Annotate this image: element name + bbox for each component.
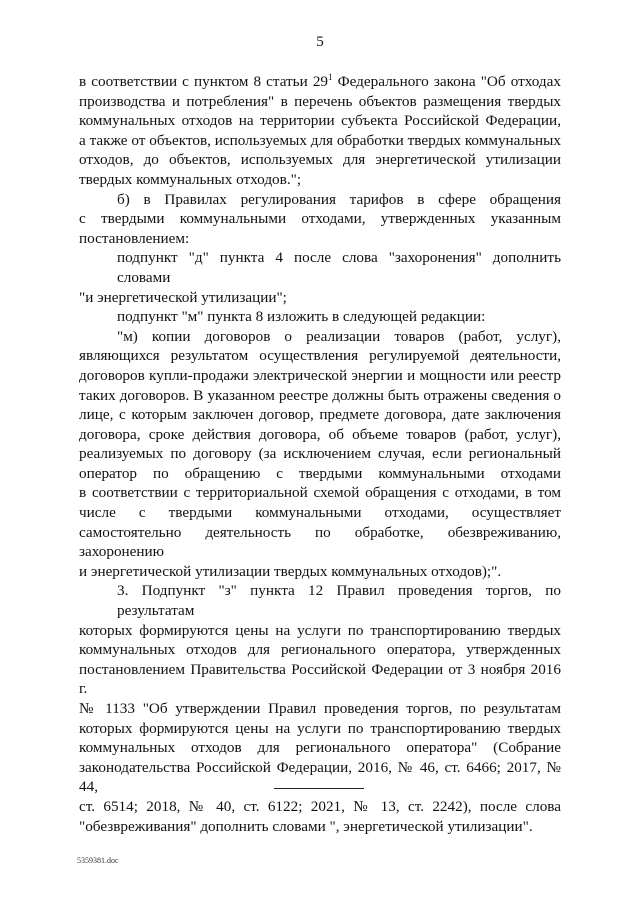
superscript: 1 (328, 71, 333, 82)
text-line: подпункт "д" пункта 4 после слова "захоронения" дополнить словами (117, 249, 561, 286)
file-name-footer: 5359381.doc (77, 856, 119, 865)
separator-rule (274, 788, 364, 789)
text-line: коммунальных отходов на территории субъекта Российской Федерации, (79, 112, 561, 130)
page-number: 5 (316, 34, 324, 50)
text-line: а также от объектов, используемых для обработки твердых коммунальных (79, 131, 561, 149)
text-line: № 1133 "Об утверждении Правил проведения торгов, по результатам (79, 700, 561, 717)
text-line: коммунальных отходов для регионального оператора, утвержденных (79, 641, 561, 659)
text-line: в соответствии с территориальной схемой обращения с отходами, в том (79, 484, 561, 502)
text-line: ст. 6514; 2018, № 40, ст. 6122; 2021, № 13, ст. 2242), после слова (79, 797, 561, 815)
text-line: отходов, до объектов, используемых для энергетической утилизации (79, 151, 561, 169)
document-body (79, 72, 561, 836)
text-line: законодательства Российской Федерации, 2016, № 46, ст. 6466; 2017, № 44, (79, 758, 561, 796)
text-line: твердых коммунальных отходов."; (79, 170, 302, 188)
text-line: коммунальных отходов для регионального оператора" (Собрание (79, 739, 561, 757)
text-line: которых формируются цены на услуги по транспортированию твердых (79, 719, 561, 737)
text-line: б) в Правилах регулирования тарифов в сфере обращения (117, 190, 561, 208)
text-line: и энергетической утилизации твердых коммунальных отходов);". (79, 562, 502, 580)
text-line: самостоятельно деятельность по обработке, обезвреживанию, захоронению (79, 523, 561, 561)
text-line: "и энергетической утилизации"; (79, 288, 287, 306)
text-line: договоров купли-продажи электрической энергии и мощности или реестр (79, 366, 561, 384)
text-line: "обезвреживания" дополнить словами ", энергетической утилизации". (79, 817, 533, 835)
text-line: в соответствии с пунктом 8 статьи $29^1$ Федерального закона "Об отходах (79, 71, 561, 90)
text-line: оператор по обращению с твердыми коммунальными отходами (79, 464, 561, 482)
text-line: являющихся результатом осуществления регулируемой деятельности, (79, 347, 561, 365)
text-line: 3. Подпункт "з" пункта 12 Правил проведения торгов, по результатам (117, 582, 561, 620)
text-line: таких договоров. В указанном реестре должны быть отражены сведения о (79, 386, 561, 404)
text-line: числе с твердыми коммунальными отходами, осуществляет (79, 504, 561, 522)
text-line: подпункт "м" пункта 8 изложить в следующей редакции: (117, 308, 486, 326)
text-line: которых формируются цены на услуги по транспортированию твердых (79, 621, 561, 639)
text-line: с твердыми коммунальными отходами, утвержденных указанным (79, 210, 561, 228)
text-line: реализуемых по договору (за исключением случая, если региональный (79, 445, 561, 463)
text-line: производства и потребления" в перечень объектов размещения твердых (79, 92, 561, 110)
text-line: "м) копии договоров о реализации товаров (работ, услуг), (117, 327, 561, 345)
text-line: лице, с которым заключен договор, предмете договора, дате заключения (79, 406, 561, 424)
text-line: постановлением: (79, 229, 190, 247)
text-line: постановлением Правительства Российской Федерации от 3 ноября 2016 г. (79, 660, 561, 698)
text-line: договора, сроке действия договора, об объеме товаров (работ, услуг), (79, 425, 561, 443)
